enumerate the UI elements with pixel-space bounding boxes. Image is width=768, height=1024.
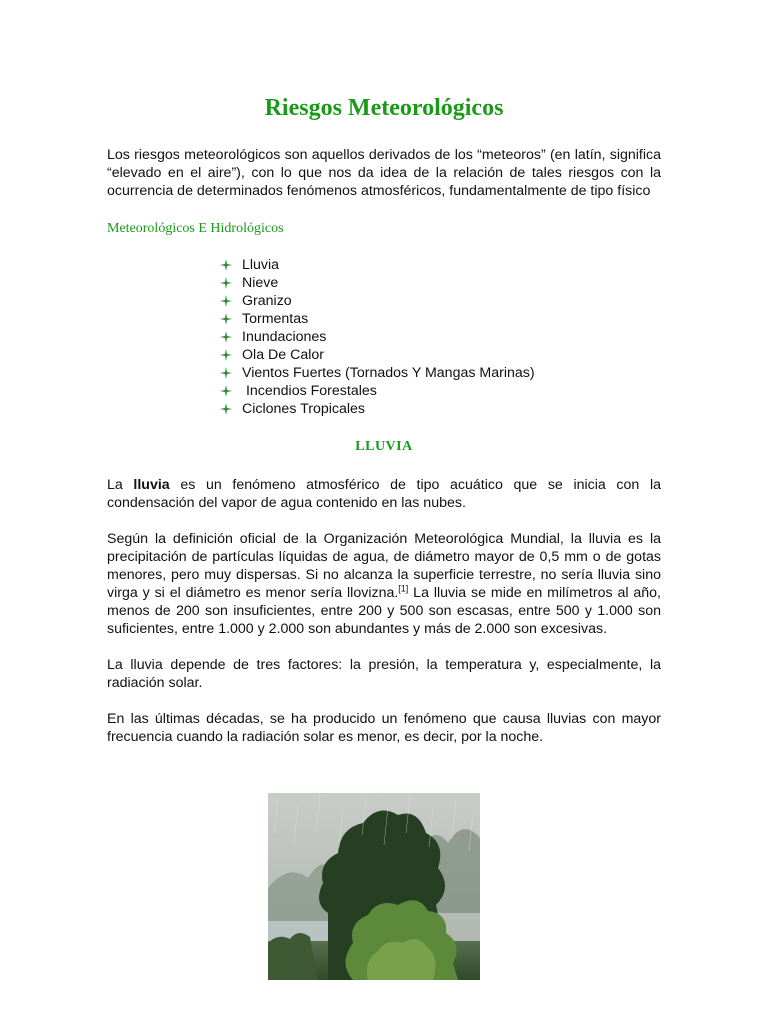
list-item-label: Inundaciones — [242, 329, 327, 345]
list-item-label: Ola De Calor — [242, 347, 325, 363]
lluvia-p1-prefix: La — [107, 477, 134, 493]
lluvia-p1-suffix: es un fenómeno atmosférico de tipo acuático que se inicia con la condensación del vapor de agua contenido en las nubes. — [107, 477, 661, 511]
diamond-bullet-icon — [220, 295, 232, 307]
lluvia-p2-text-a: Según la definición oficial de la Organización Meteorológica Mundial, la lluvia es la precipitación de partículas líquidas de agua, de diámetro mayor de 0,5 mm o de gotas menores, pero muy dispersas. Si no alcanza la superficie terrestre, no sería lluvia sino virga y si el diámetro es menor sería llovizna. — [107, 531, 661, 601]
list-item — [220, 346, 661, 364]
list-item-label: Nieve — [242, 275, 279, 291]
diamond-bullet-icon — [220, 331, 232, 343]
document-page — [107, 94, 661, 746]
list-item — [220, 328, 661, 346]
list-item — [220, 310, 661, 328]
list-item-label: Incendios Forestales — [242, 383, 377, 399]
diamond-bullet-icon — [220, 313, 232, 325]
list-item-label: Vientos Fuertes (Tornados Y Mangas Marinas) — [242, 365, 535, 381]
lluvia-p2-text-b: La lluvia se mide en milímetros al año, menos de 200 son insuficientes, entre 200 y 500 son escasas, entre 500 y 1.000 son suficientes, entre 1.000 y 2.000 son abundantes y más de 2.000 son excesivas. — [107, 585, 661, 637]
list-item — [220, 274, 661, 292]
list-item-label: Tormentas — [242, 311, 309, 327]
lluvia-paragraph-2 — [107, 530, 661, 638]
diamond-bullet-icon — [220, 277, 232, 289]
list-item — [220, 292, 661, 310]
lluvia-paragraph-3: La lluvia depende de tres factores: la presión, la temperatura y, especialmente, la radiación solar. — [107, 657, 661, 691]
lluvia-paragraph-1 — [107, 476, 661, 512]
diamond-bullet-icon — [220, 367, 232, 379]
diamond-bullet-icon — [220, 385, 232, 397]
list-item — [220, 256, 661, 274]
list-item — [220, 364, 661, 382]
list-item-label: Ciclones Tropicales — [242, 401, 366, 417]
diamond-bullet-icon — [220, 349, 232, 361]
hazard-list — [220, 256, 661, 418]
intro-paragraph: Los riesgos meteorológicos son aquellos derivados de los “meteoros” (en latín, significa “elevado en el aire”), con lo que nos da idea de la relación de tales riesgos con la ocurrencia de determinados fenómenos atmosféricos, fundamentalmente de tipo físico — [107, 147, 661, 199]
diamond-bullet-icon — [220, 259, 232, 271]
section-heading-lluvia: LLUVIA — [355, 439, 413, 454]
page-title: Riesgos Meteorológicos — [264, 95, 504, 121]
lluvia-paragraph-4: En las últimas décadas, se ha producido un fenómeno que causa lluvias con mayor frecuencia cuando la radiación solar es menor, es decir, por la noche. — [107, 711, 661, 745]
list-item — [220, 400, 661, 418]
list-item — [220, 382, 661, 400]
lluvia-p1-bold-term: lluvia — [133, 477, 170, 493]
footnote-reference-link[interactable]: [1] — [398, 583, 409, 594]
list-item-label: Lluvia — [242, 257, 280, 273]
diamond-bullet-icon — [220, 403, 232, 415]
list-item-label: Granizo — [242, 293, 292, 309]
rain-landscape-photo — [268, 793, 480, 980]
subheading: Meteorológicos E Hidrológicos — [107, 221, 284, 236]
